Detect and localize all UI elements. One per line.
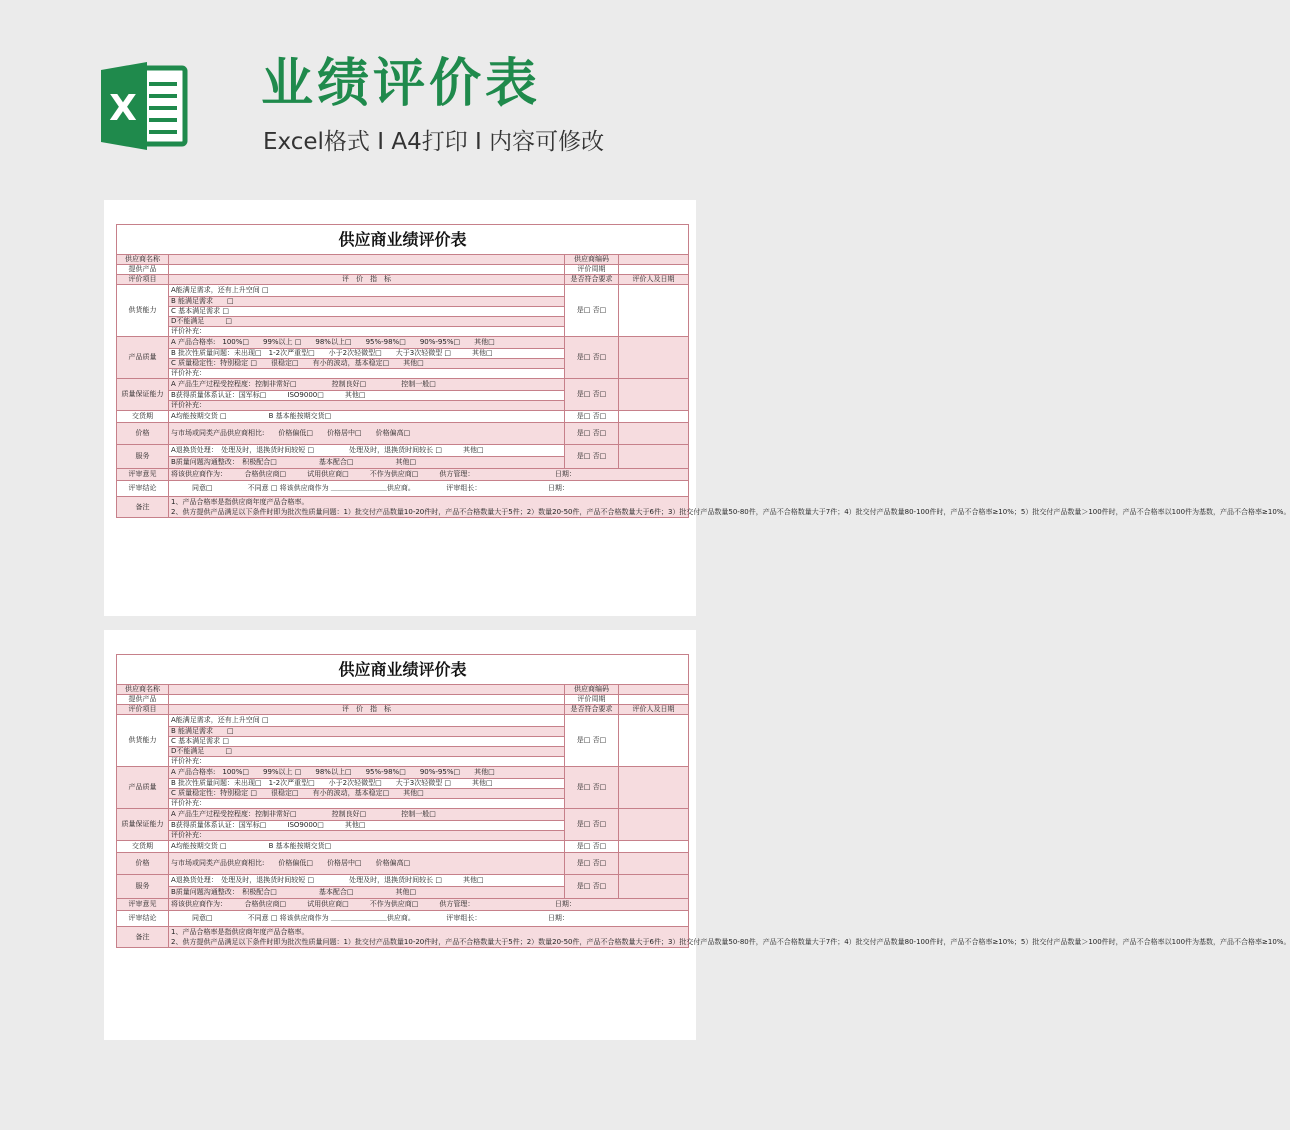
supply-option[interactable]: C 基本满足需求 □ [169,307,565,317]
service-label: 服务 [117,445,169,469]
service-yes-no[interactable]: 是□ 否□ [565,445,619,469]
meets-header: 是否符合要求 [565,275,619,285]
supply-option[interactable]: D不能满足 □ [169,747,565,757]
qa-option[interactable]: A 产品生产过程受控程度：控制非常好□ 控制良好□ 控制一般□ [169,809,565,821]
price-label: 价格 [117,423,169,445]
period-cell[interactable] [619,695,689,705]
delivery-options[interactable]: A均能按期交货 □ B 基本能按期交货□ [169,841,565,853]
notes-label: 备注 [117,497,169,518]
qa-label: 质量保证能力 [117,379,169,411]
supply-option[interactable]: A能满足需求，还有上升空间 □ [169,285,565,297]
quality-comment[interactable]: 评价补充： [169,799,565,809]
supply-evaluator[interactable] [619,285,689,337]
review-options[interactable]: 将该供应商作为： 合格供应商□ 试用供应商□ 不作为供应商□ 供方管理： 日期： [169,469,689,481]
delivery-yes-no[interactable]: 是□ 否□ [565,411,619,423]
delivery-evaluator[interactable] [619,841,689,853]
product-label: 提供产品 [117,265,169,275]
service-option[interactable]: B质量问题沟通整改： 积极配合□ 基本配合□ 其他□ [169,887,565,899]
supply-label: 供货能力 [117,285,169,337]
supply-option[interactable]: A能满足需求，还有上升空间 □ [169,715,565,727]
price-label: 价格 [117,853,169,875]
quality-evaluator[interactable] [619,337,689,379]
conclusion-label: 评审结论 [117,911,169,927]
service-label: 服务 [117,875,169,899]
note-line: 1、产品合格率是指供应商年度产品合格率。 [171,928,309,936]
supply-evaluator[interactable] [619,715,689,767]
note-line: 2、供方提供产品满足以下条件时即为批次性质量问题：1）批交付产品数量10-20件时，产品不合格数量大于5件；2）数量20-50件，产品不合格数量大于6件；3）批交付产品数量50-80件，产品不合格数量大于7件；4）批交付产品数量80-100件时，产品不合格率≥10%；5）批交付产品数量＞100件时，产品不合格率以100件为基数，产品不合格率≥10%。 [171,508,1290,516]
qa-yes-no[interactable]: 是□ 否□ [565,809,619,841]
conclusion-options[interactable]: 同意□ 不同意 □ 将该供应商作为 ＿＿＿＿＿＿＿＿供应商。 评审组长： 日期： [169,911,689,927]
notes-text [169,927,1290,948]
product-cell[interactable] [169,695,565,705]
supplier-code-label: 供应商编码 [565,685,619,695]
indicator-header: 评 价 指 标 [169,275,565,285]
price-evaluator[interactable] [619,853,689,875]
price-yes-no[interactable]: 是□ 否□ [565,423,619,445]
quality-label: 产品质量 [117,337,169,379]
supplier-name-cell[interactable] [169,685,565,695]
qa-option[interactable]: B获得质量体系认证：国军标□ ISO9000□ 其他□ [169,391,565,401]
excel-logo-icon [99,58,189,154]
logo-letter: X [109,88,137,129]
item-header: 评价项目 [117,275,169,285]
qa-label: 质量保证能力 [117,809,169,841]
notes-label: 备注 [117,927,169,948]
page-title: 业绩评价表 [261,54,542,114]
price-options[interactable]: 与市场或同类产品供应商相比: 价格偏低□ 价格居中□ 价格偏高□ [169,853,565,875]
review-options[interactable]: 将该供应商作为： 合格供应商□ 试用供应商□ 不作为供应商□ 供方管理： 日期： [169,899,689,911]
page-subtitle: Excel格式 I A4打印 I 内容可修改 [263,129,605,155]
delivery-label: 交货期 [117,411,169,423]
supply-comment[interactable]: 评价补充： [169,327,565,337]
indicator-header: 评 价 指 标 [169,705,565,715]
supply-option[interactable]: D不能满足 □ [169,317,565,327]
supplier-name-label: 供应商名称 [117,685,169,695]
qa-evaluator[interactable] [619,809,689,841]
price-options[interactable]: 与市场或同类产品供应商相比: 价格偏低□ 价格居中□ 价格偏高□ [169,423,565,445]
quality-yes-no[interactable]: 是□ 否□ [565,337,619,379]
supply-yes-no[interactable]: 是□ 否□ [565,715,619,767]
price-yes-no[interactable]: 是□ 否□ [565,853,619,875]
supply-option[interactable]: B 能满足需求 □ [169,297,565,307]
supply-option[interactable]: B 能满足需求 □ [169,727,565,737]
product-cell[interactable] [169,265,565,275]
quality-option[interactable]: B 批次性质量问题：未出现□ 1-2次严重型□ 小于2次轻微型□ 大于3次轻微型 □ 其他□ [169,779,565,789]
supplier-code-cell[interactable] [619,685,689,695]
quality-comment[interactable]: 评价补充： [169,369,565,379]
form-sheet-2 [104,630,1290,1040]
product-label: 提供产品 [117,695,169,705]
quality-option[interactable]: C 质量稳定性：特别稳定 □ 很稳定□ 有小的波动，基本稳定□ 其他□ [169,789,565,799]
quality-option[interactable]: B 批次性质量问题：未出现□ 1-2次严重型□ 小于2次轻微型□ 大于3次轻微型 □ 其他□ [169,349,565,359]
supplier-evaluation-table [116,224,1290,518]
service-yes-no[interactable]: 是□ 否□ [565,875,619,899]
evaluator-header: 评价人及日期 [619,275,689,285]
quality-option[interactable]: A 产品合格率: 100%□ 99%以上 □ 98%以上□ 95%-98%□ 90%-95%□ 其他□ [169,337,565,349]
period-label: 评价周期 [565,265,619,275]
qa-evaluator[interactable] [619,379,689,411]
qa-option[interactable]: A 产品生产过程受控程度：控制非常好□ 控制良好□ 控制一般□ [169,379,565,391]
period-label: 评价周期 [565,695,619,705]
quality-label: 产品质量 [117,767,169,809]
period-cell[interactable] [619,265,689,275]
delivery-evaluator[interactable] [619,411,689,423]
qa-option[interactable]: B获得质量体系认证：国军标□ ISO9000□ 其他□ [169,821,565,831]
supplier-code-cell[interactable] [619,255,689,265]
qa-yes-no[interactable]: 是□ 否□ [565,379,619,411]
supply-option[interactable]: C 基本满足需求 □ [169,737,565,747]
supply-label: 供货能力 [117,715,169,767]
delivery-options[interactable]: A均能按期交货 □ B 基本能按期交货□ [169,411,565,423]
service-evaluator[interactable] [619,445,689,469]
review-label: 评审意见 [117,469,169,481]
supplier-evaluation-table [116,654,1290,948]
quality-evaluator[interactable] [619,767,689,809]
qa-comment[interactable]: 评价补充： [169,831,565,841]
supply-comment[interactable]: 评价补充： [169,757,565,767]
form-title: 供应商业绩评价表 [117,225,689,255]
service-option[interactable]: A退换货处理： 处理及时，退换货时间较短 □ 处理及时，退换货时间较长 □ 其他□ [169,445,565,457]
service-option[interactable]: A退换货处理： 处理及时，退换货时间较短 □ 处理及时，退换货时间较长 □ 其他□ [169,875,565,887]
delivery-label: 交货期 [117,841,169,853]
price-evaluator[interactable] [619,423,689,445]
evaluator-header: 评价人及日期 [619,705,689,715]
item-header: 评价项目 [117,705,169,715]
quality-yes-no[interactable]: 是□ 否□ [565,767,619,809]
quality-option[interactable]: C 质量稳定性：特别稳定 □ 很稳定□ 有小的波动，基本稳定□ 其他□ [169,359,565,369]
note-line: 1、产品合格率是指供应商年度产品合格率。 [171,498,309,506]
supplier-code-label: 供应商编码 [565,255,619,265]
form-sheet-1 [104,200,1290,616]
supplier-name-cell[interactable] [169,255,565,265]
supplier-name-label: 供应商名称 [117,255,169,265]
conclusion-options[interactable]: 同意□ 不同意 □ 将该供应商作为 ＿＿＿＿＿＿＿＿供应商。 评审组长： 日期： [169,481,689,497]
meets-header: 是否符合要求 [565,705,619,715]
header [0,0,800,190]
review-label: 评审意见 [117,899,169,911]
note-line: 2、供方提供产品满足以下条件时即为批次性质量问题：1）批交付产品数量10-20件时，产品不合格数量大于5件；2）数量20-50件，产品不合格数量大于6件；3）批交付产品数量50-80件，产品不合格数量大于7件；4）批交付产品数量80-100件时，产品不合格率≥10%；5）批交付产品数量＞100件时，产品不合格率以100件为基数，产品不合格率≥10%。 [171,938,1290,946]
service-option[interactable]: B质量问题沟通整改： 积极配合□ 基本配合□ 其他□ [169,457,565,469]
form-title: 供应商业绩评价表 [117,655,689,685]
conclusion-label: 评审结论 [117,481,169,497]
quality-option[interactable]: A 产品合格率: 100%□ 99%以上 □ 98%以上□ 95%-98%□ 90%-95%□ 其他□ [169,767,565,779]
qa-comment[interactable]: 评价补充： [169,401,565,411]
supply-yes-no[interactable]: 是□ 否□ [565,285,619,337]
service-evaluator[interactable] [619,875,689,899]
delivery-yes-no[interactable]: 是□ 否□ [565,841,619,853]
notes-text [169,497,1290,518]
